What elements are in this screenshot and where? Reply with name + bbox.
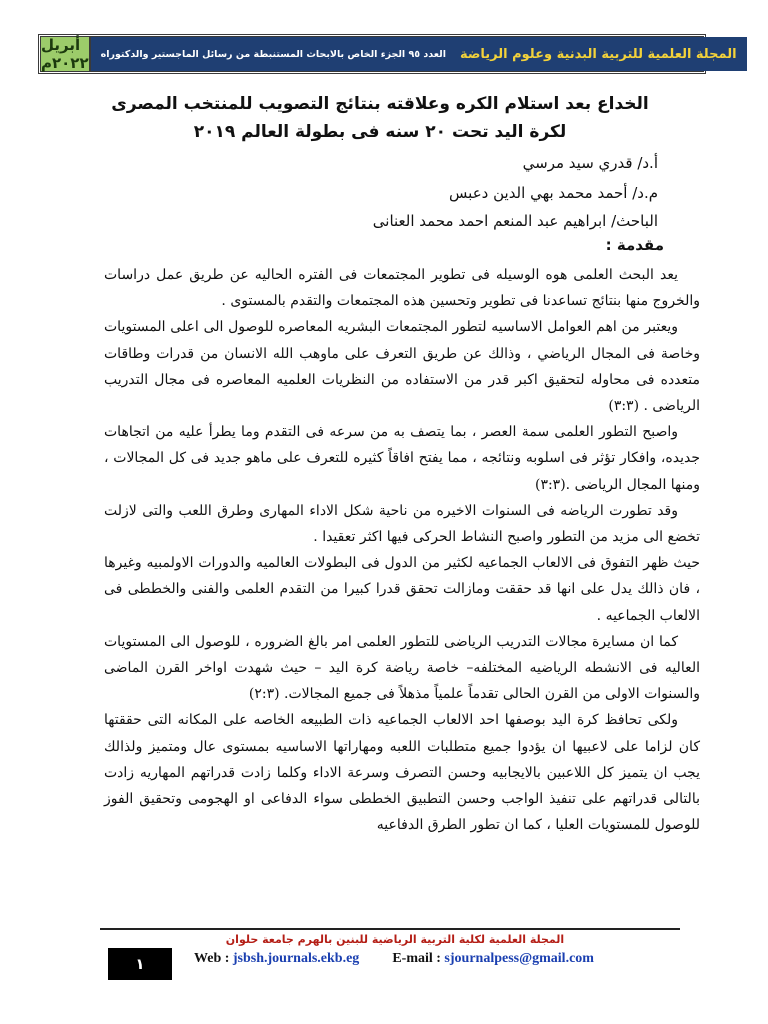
web-label: Web : xyxy=(194,951,230,966)
introduction-body xyxy=(104,262,700,838)
footer-journal-name: المجلة العلمية لكلية التربية الرياضية للبنين بالهرم جامعة حلوان xyxy=(225,933,565,946)
paragraph: يعد البحث العلمى هوه الوسيله فى تطوير المجتمعات فى الفتره الحاليه عن طريق عمل دراسات والخروج منها بنتائج تساعدنا فى تطوير وتحسين هذه المجتمعات والتقدم بالمستوى . xyxy=(104,267,700,310)
paragraph: حيث ظهر التفوق فى الالعاب الجماعيه لكثير من الدول فى البطولات العالميه والدورات الاولمبيه وغيرها ، فان ذالك يدل على انها قد حققت ومازالت تحقق قدرا كبيرا من التقدم العلمى والفنى والخططى فى الالعاب الجماعيه . xyxy=(104,555,700,624)
paragraph: واصبح التطور العلمى سمة العصر ، بما يتصف به من سرعه فى التقدم وما يطرأ عليه من اتجاهات جديده، وافكار تؤثر فى اسلوبه ونتائجه ، مما يفتح افاقاً كثيره للتعرف على ماهو جديد فى كل المجالات ، ومنها المجال الرياضى .(٣:٣) xyxy=(104,424,700,493)
paragraph: كما ان مسايرة مجالات التدريب الرياضى للتطور العلمى امر بالغ الضروره ، للوصول الى المستويات العاليه فى الانشطه الرياضيه المختلفه– خاصة رياضة كرة اليد – حيث شهدت اواخر القرن الماضى والسنوات الاولى من القرن الحالى تقدماً علمياً مذهلاً فى جميع المجالات. (٢:٣) xyxy=(104,633,700,703)
paper-title-line-2: لكرة اليد تحت ٢٠ سنه فى بطولة العالم ٢٠١٩ xyxy=(193,122,567,142)
paper-title-line-1: الخداع بعد استلام الكره وعلاقته بنتائج التصويب للمنتخب المصرى xyxy=(111,94,649,114)
paragraph: ويعتبر من اهم العوامل الاساسيه لتطور المجتمعات البشريه المعاصره للوصول الى اعلى المستويات وخاصة فى المجال الرياضي ، وذالك عن طريق التعرف على ماوهب الله الانسان من قدرات وطاقات متعدده فى محاوله لتحقيق اكبر قدر من الاستفاده من النظريات العلميه المعاصره فى مجال التدريب الرياضى . (٣:٣) xyxy=(104,319,700,415)
email-link[interactable]: sjournalpess@gmail.com xyxy=(444,951,594,966)
page-number: ١ xyxy=(108,948,172,980)
section-heading-introduction: مقدمة : xyxy=(605,236,664,254)
issue-date: أبريل ٢٠٢٢م xyxy=(41,36,89,72)
web-link[interactable]: jsbsh.journals.ekb.eg xyxy=(232,951,360,966)
journal-banner xyxy=(91,37,747,71)
footer-divider xyxy=(100,928,680,930)
author-3: الباحث/ ابراهيم عبد المنعم احمد محمد العنانى xyxy=(372,212,658,230)
footer-contact xyxy=(194,951,594,967)
issue-info: العدد ٩٥ الجزء الخاص بالابحاث المستنبطة من رسائل الماجستير والدكتوراه xyxy=(100,48,446,60)
journal-name: المجلة العلمية للتربية البدنية وعلوم الرياضة xyxy=(459,46,737,62)
author-2: م.د/ أحمد محمد بهي الدين دعبس xyxy=(449,184,658,202)
journal-header xyxy=(38,34,737,74)
email-label: E-mail : xyxy=(392,951,441,966)
paragraph: ولكى تحافظ كرة اليد بوصفها احد الالعاب الجماعيه ذات الطبيعه الخاصه على المكانه التى حققتها كان لزاما على لاعبيها ان يؤدوا جميع متطلبات اللعبه ومهاراتها الاساسيه بمستوى عال ومتميز ولذالك يجب ان يتميز كل اللاعبين بالايجابيه وحسن التصرف وسرعة الاداء وكلما زادت قدراتهم المهاريه زادت بالتالى قدراتهم على تنفيذ الواجب وحسن التطبيق الخططى سواء الدفاعى او الهجومى وتحقيق الفوز للوصول للمستويات العليا ، كما ان تطور الطرق الدفاعيه xyxy=(104,712,700,834)
paragraph: وقد تطورت الرياضه فى السنوات الاخيره من ناحية شكل الاداء المهارى وطرق اللعب والتى لازلت تخضع الى مزيد من التطور واصبح النشاط الحركى فيها اكثر تعقيدا . xyxy=(104,502,700,546)
author-1: أ.د/ قدري سيد مرسي xyxy=(522,154,658,172)
